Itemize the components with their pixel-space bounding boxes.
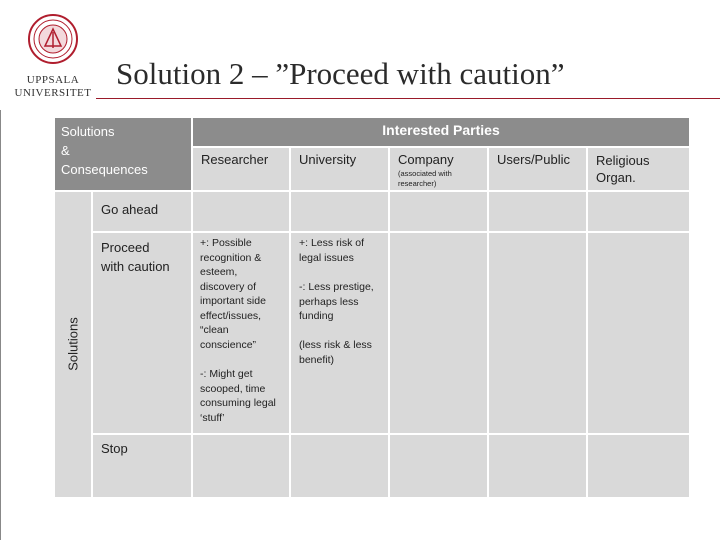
table-cell — [390, 435, 487, 497]
table-cell — [489, 192, 586, 231]
row-label-text: Proceed with caution — [101, 240, 170, 274]
table-cell — [390, 192, 487, 231]
university-consequences-cell — [291, 233, 388, 433]
researcher-consequences-cell — [193, 233, 289, 433]
table-cell — [588, 435, 689, 497]
interested-parties-label: Interested Parties — [382, 122, 500, 138]
column-header-company — [390, 148, 487, 190]
column-header-label: Researcher — [201, 152, 269, 167]
table-cell — [291, 192, 388, 231]
column-header-label: Company — [398, 152, 454, 167]
logo-line-2: UNIVERSITET — [14, 87, 92, 99]
university-positive-text: +: Less risk of legal issues — [299, 237, 365, 264]
column-header-users-public — [489, 148, 586, 190]
table-cell — [588, 192, 689, 231]
column-header-label: Religious Organ. — [596, 153, 650, 185]
table-cell — [588, 233, 689, 433]
row-label-proceed-with-caution — [93, 233, 191, 433]
interested-parties-header — [193, 118, 689, 146]
column-header-label: University — [299, 152, 357, 167]
university-logo — [10, 12, 96, 100]
title-divider — [96, 98, 720, 99]
table-cell — [291, 435, 388, 497]
university-negative-text: -: Less prestige, perhaps less funding — [299, 281, 374, 322]
left-divider — [0, 110, 1, 540]
university-seal-icon — [27, 12, 79, 68]
row-label-text: Go ahead — [101, 202, 159, 217]
column-header-religious-organ — [588, 148, 689, 190]
row-label-go-ahead — [93, 192, 191, 231]
row-label-stop — [93, 435, 191, 497]
logo-line-1: UPPSALA — [26, 74, 80, 86]
column-header-researcher — [193, 148, 289, 190]
corner-header-label: Solutions & Consequences — [61, 124, 148, 177]
solutions-side-label: Solutions — [65, 317, 81, 371]
solutions-side-header — [55, 192, 91, 497]
table-cell — [390, 233, 487, 433]
table-cell — [489, 233, 586, 433]
column-header-sublabel: (associated with researcher) — [398, 169, 452, 188]
table-cell — [193, 435, 289, 497]
researcher-negative-text: -: Might get scooped, time consuming legal ‘stuff’ — [200, 368, 276, 424]
university-summary-text: (less risk & less benefit) — [299, 339, 372, 366]
table-cell — [193, 192, 289, 231]
table-cell — [489, 435, 586, 497]
column-header-label: Users/Public — [497, 152, 570, 167]
researcher-positive-text: +: Possible recognition & esteem, discovery of important side effect/issues, “clean conscience” — [200, 237, 266, 351]
slide-title: Solution 2 – ”Proceed with caution” — [116, 56, 565, 91]
column-header-university — [291, 148, 388, 190]
corner-header — [55, 118, 191, 190]
row-label-text: Stop — [101, 441, 128, 456]
